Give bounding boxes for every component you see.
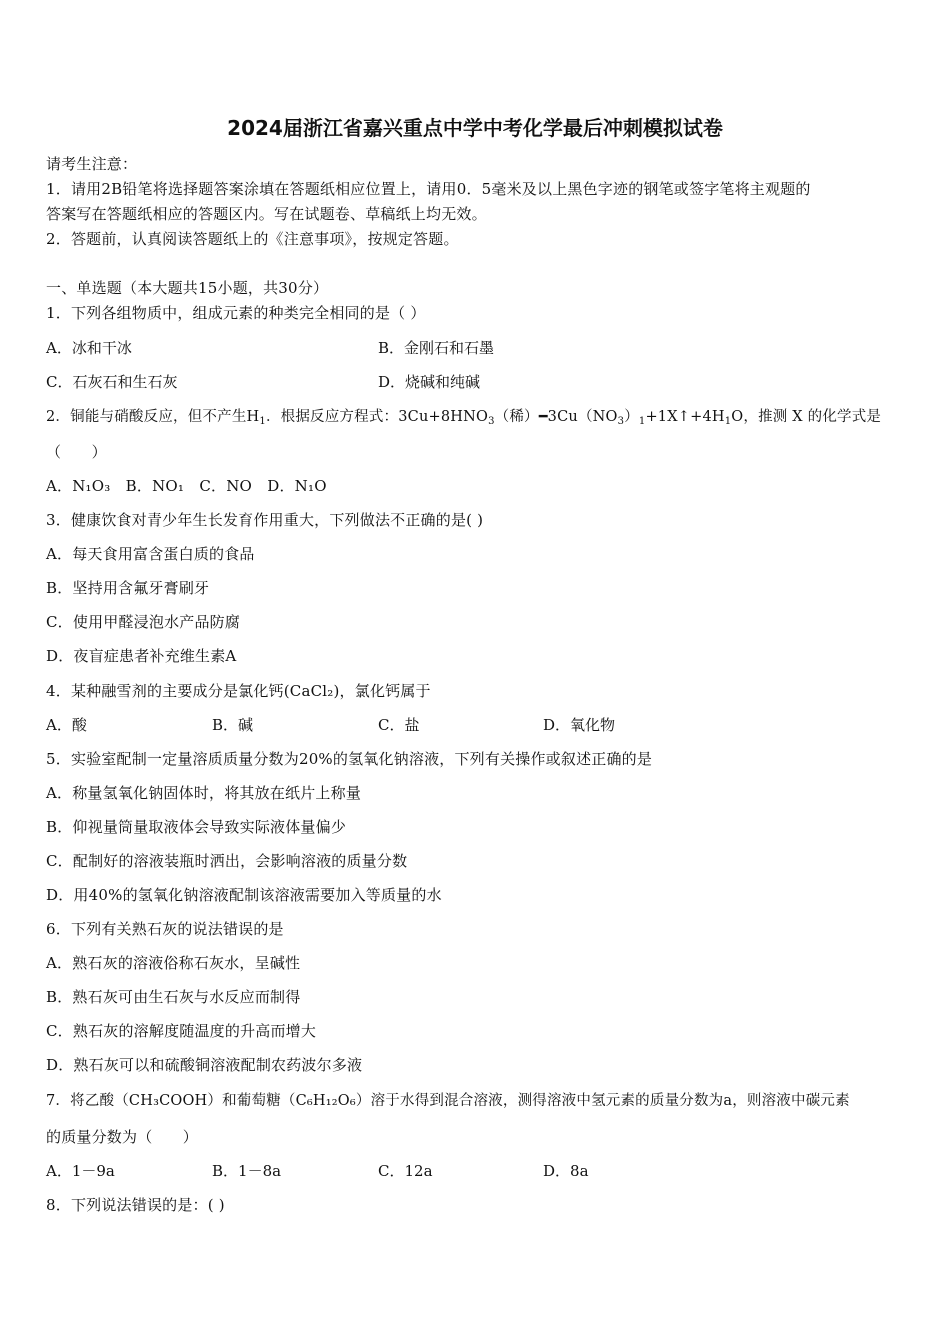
question-3-option-b: B．坚持用含氟牙膏刷牙 [46,579,210,597]
question-5-option-a: A．称量氢氧化钠固体时，将其放在纸片上称量 [46,784,362,802]
q2-stem-part-1: 2．铜能与硝酸反应，但不产生H [46,409,260,425]
question-6-stem: 6．下列有关熟石灰的说法错误的是 [46,920,284,938]
notice-item-1-line-2: 答案写在答题纸相应的答题区内。写在试题卷、草稿纸上均无效。 [46,205,487,223]
question-4-option-a: A．酸 [46,716,87,734]
question-1-option-b: B．金刚石和石墨 [378,339,495,357]
question-3-stem: 3．健康饮食对青少年生长发育作用重大，下列做法不正确的是( ) [46,511,484,529]
question-4-stem: 4．某种融雪剂的主要成分是氯化钙(CaCl₂)，氯化钙属于 [46,682,431,700]
question-7-stem-line-1: 7．将乙酸（CH₃COOH）和葡萄糖（C₆H₁₂O₆）溶于水得到混合溶液，测得溶液中氢元素的质量分数为a，则溶液中碳元素 [46,1093,850,1109]
question-3-option-d: D．夜盲症患者补充维生素A [46,647,237,665]
question-3-option-c: C．使用甲醛浸泡水产品防腐 [46,613,241,631]
q2-stem-part-4: ） [624,409,639,425]
question-8-stem: 8．下列说法错误的是：( ) [46,1196,225,1214]
q2-stem-part-6: O，推测 X 的化学式是 [731,409,882,425]
question-2-stem [46,405,881,427]
question-1-option-c: C．石灰石和生石灰 [46,373,178,391]
q2-stem-part-5: +1X↑+4H [645,409,725,425]
question-6-option-b: B．熟石灰可由生石灰与水反应而制得 [46,988,301,1006]
question-6-option-d: D．熟石灰可以和硫酸铜溶液配制农药波尔多液 [46,1056,363,1074]
question-4-option-d: D．氧化物 [543,716,616,734]
question-7-option-c: C．12a [378,1162,433,1180]
q2-sub-h: 1 [259,416,266,427]
question-7-option-b: B．1－8a [212,1162,282,1180]
question-5-stem: 5．实验室配制一定量溶质质量分数为20%的氢氧化钠溶液，下列有关操作或叙述正确的是 [46,750,653,768]
q2-stem-part-3: （稀）━3Cu（NO [494,409,618,425]
q2-sub-no3: 3 [617,416,625,427]
notice-item-1-line-1: 1．请用2B铅笔将选择题答案涂填在答题纸相应位置上，请用0．5毫米及以上黑色字迹的钢笔或签字笔将主观题的 [46,180,811,198]
page-title: 2024届浙江省嘉兴重点中学中考化学最后冲刺模拟试卷 [227,116,723,140]
question-7-option-d: D．8a [543,1162,589,1180]
question-3-option-a: A．每天食用富含蛋白质的食品 [46,545,255,563]
section-heading: 一、单选题（本大题共15小题，共30分） [46,279,329,297]
q2-sub-hno3: 3 [488,416,495,427]
question-1-option-a: A．冰和干冰 [46,339,132,357]
question-5-option-b: B．仰视量筒量取液体会导致实际液体量偏少 [46,818,347,836]
question-1-stem: 1．下列各组物质中，组成元素的种类完全相同的是（ ） [46,304,426,322]
question-7-stem-line-2: 的质量分数为（ ） [46,1128,199,1146]
question-5-option-c: C．配制好的溶液装瓶时洒出，会影响溶液的质量分数 [46,852,408,870]
question-6-option-a: A．熟石灰的溶液俗称石灰水，呈碱性 [46,954,301,972]
q2-sub-paren: 1 [638,416,646,427]
question-6-option-c: C．熟石灰的溶解度随温度的升高而增大 [46,1022,317,1040]
question-5-option-d: D．用40%的氢氧化钠溶液配制该溶液需要加入等质量的水 [46,886,442,904]
question-2-blank: （ ） [46,443,107,461]
notice-heading: 请考生注意： [46,155,138,173]
notice-item-2: 2．答题前，认真阅读答题纸上的《注意事项》，按规定答题。 [46,230,459,248]
question-1-option-d: D．烧碱和纯碱 [378,373,481,391]
q2-sub-h2o: 1 [724,416,732,427]
q2-stem-part-2: ．根据反应方程式：3Cu+8HNO [265,409,489,425]
question-4-option-b: B．碱 [212,716,254,734]
question-4-option-c: C．盐 [378,716,420,734]
question-7-option-a: A．1－9a [46,1162,115,1180]
question-2-options: A．N₁O₃ B．NO₁ C．NO D．N₁O [46,477,327,495]
